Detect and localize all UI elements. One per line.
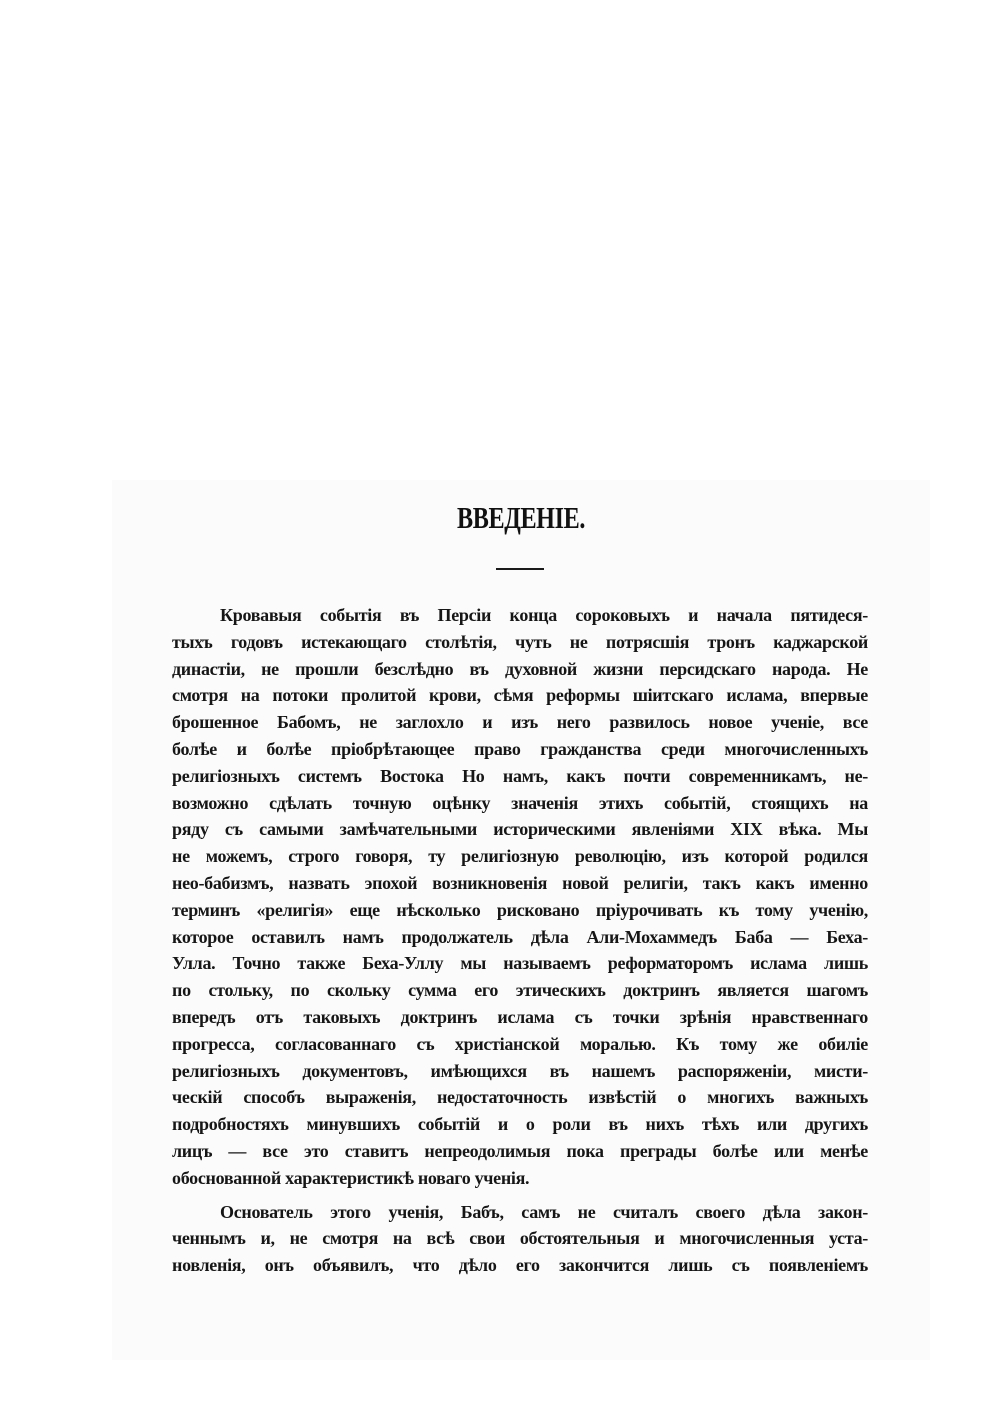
text-line: не можемъ, строго говоря, ту религіозную революцію, изъ которой родился xyxy=(172,846,868,867)
text-line: Кровавыя событія въ Персіи конца сороковыхъ и начала пятидеся- xyxy=(220,605,868,625)
paragraph xyxy=(172,602,868,1192)
text-line: прогресса, согласованнаго съ христіанской моралью. Къ тому же обиліе xyxy=(172,1033,868,1054)
text-line: династіи, не прошли безслѣдно въ духовной жизни персидскаго народа. Не xyxy=(172,658,868,679)
text-line: ческій способъ выраженія, недостаточность извѣстій о многихъ важныхъ xyxy=(172,1087,868,1108)
paragraph-gap xyxy=(172,1192,868,1199)
text-line: ряду съ самыми замѣчательными историческими явленіями XIX вѣка. Мы xyxy=(172,819,868,840)
text-line: которое оставилъ намъ продолжатель дѣла Али-Мохаммедъ Баба — Беха- xyxy=(172,926,868,947)
text-line: подробностяхъ минувшихъ событій и о роли въ нихъ тѣхъ или другихъ xyxy=(172,1114,868,1135)
text-line: Улла. Точно также Беха-Уллу мы называемъ реформаторомъ ислама лишь xyxy=(172,953,868,974)
text-line: нео-бабизмъ, назвать эпохой возникновенія новой религіи, такъ какъ именно xyxy=(172,872,868,893)
text-line: новленія, онъ объявилъ, что дѣло его закончится лишь съ появленіемъ xyxy=(172,1255,868,1276)
text-line: брошенное Бабомъ, не заглохло и изъ него развилось новое ученіе, все xyxy=(172,712,868,733)
text-line: болѣе и болѣе пріобрѣтающее право гражданства среди многочисленныхъ xyxy=(172,738,868,759)
text-line: религіозныхъ документовъ, имѣющихся въ нашемъ распоряженіи, мисти- xyxy=(172,1060,868,1081)
paragraph xyxy=(172,1199,868,1279)
text-line: ченнымъ и, не смотря на всѣ свои обстоятельныя и многочисленныя уста- xyxy=(172,1228,868,1249)
text-line: религіозныхъ системъ Востока Но намъ, какъ почти современникамъ, не- xyxy=(172,765,868,786)
text-line: по стольку, по скольку сумма его этическихъ доктринъ является шагомъ xyxy=(172,980,868,1001)
heading-divider xyxy=(496,568,544,570)
text-line: возможно сдѣлать точную оцѣнку значенія этихъ событій, стоящихъ на xyxy=(172,792,868,813)
text-line: обоснованной характеристикѣ новаго ученія. xyxy=(172,1167,530,1188)
text-line: смотря на потоки пролитой крови, сѣмя реформы шіитскаго ислама, впервые xyxy=(172,685,868,706)
page-title: ВВЕДЕНІЕ. xyxy=(456,500,586,535)
text-line: тыхъ годовъ истекающаго столѣтія, чуть не потрясшія тронъ каджарской xyxy=(172,631,868,652)
text-line: Основатель этого ученія, Бабъ, самъ не считалъ своего дѣла закон- xyxy=(220,1201,868,1222)
text-line: терминъ «религія» еще нѣсколько рисковано пріурочивать къ тому ученію, xyxy=(172,899,868,920)
text-line: впередъ отъ таковыхъ доктринъ ислама съ точки зрѣнія нравственнаго xyxy=(172,1006,868,1027)
body-text xyxy=(172,602,868,1279)
text-line: лицъ — все это ставитъ непреодолимыя пока преграды болѣе или менѣе xyxy=(172,1140,868,1161)
